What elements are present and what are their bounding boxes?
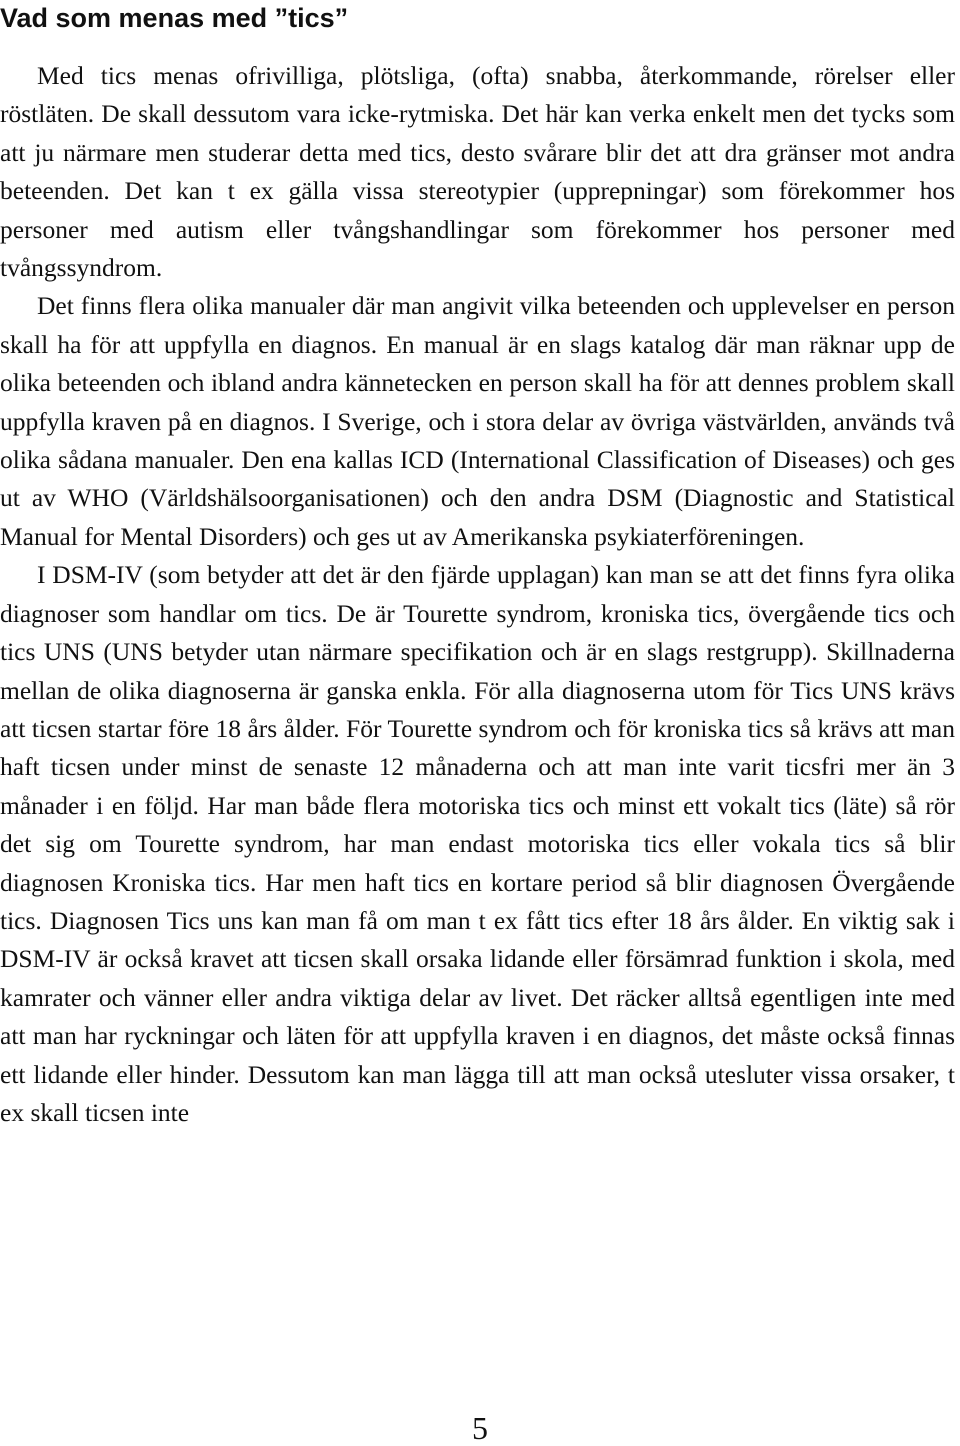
paragraph-tics-definition: Med tics menas ofrivilliga, plötsliga, (ofta) snabba, återkommande, rörelser eller röstläten. De skall dessutom vara icke-rytmiska. Det här kan verka enkelt men det tycks som att ju närmare men studerar detta med tics, desto svårare blir det att dra gränser mot andra beteenden. Det kan t ex gälla vissa stereotypier (upprepningar) som förekommer hos personer med autism eller tvångshandlingar som förekommer hos personer med tvångssyndrom. [0, 61, 955, 283]
body-text [0, 57, 955, 1132]
paragraph-dsm-iv-diagnoses: I DSM-IV (som betyder att det är den fjärde upplagan) kan man se att det finns fyra olika diagnoser som handlar om tics. De är Tourette syndrom, kroniska tics, övergående tics och tics UNS (UNS betyder utan närmare specifikation och är en slags restgrupp). Skillnaderna mellan de olika diagnoserna är ganska enkla. För alla diagnoserna utom för Tics UNS krävs att ticsen startar före 18 års ålder. För Tourette syndrom och för kroniska tics så krävs att man haft ticsen under minst de senaste 12 månaderna och att man inte varit ticsfri mer än 3 månader i en följd. Har man både flera motoriska tics och minst ett vokalt tics (läte) så rör det sig om Tourette syndrom, har man endast motoriska tics eller vokala tics så blir diagnosen Kroniska tics. Har men haft tics en kortare period så blir diagnosen Övergående tics. Diagnosen Tics uns kan man få om man t ex fått tics efter 18 års ålder. En viktig sak i DSM-IV är också kravet att ticsen skall orsaka lidande eller försämrad funktion i skola, med kamrater och vänner eller andra viktiga delar av livet. Det räcker alltså egentligen inte med att man har ryckningar och läten för att uppfylla kraven i en diagnos, det måste också finnas ett lidande eller hinder. Dessutom kan man lägga till att man också utesluter vissa orsaker, t ex skall ticsen inte [0, 560, 955, 1127]
page-number: 5 [472, 1410, 488, 1446]
paragraph-diagnostic-manuals: Det finns flera olika manualer där man angivit vilka beteenden och upplevelser en person skall ha för att uppfylla en diagnos. En manual är en slags katalog där man räknar upp de olika beteenden och ibland andra kännetecken en person skall ha för att dennes problem skall uppfylla kraven på en diagnos. I Sverige, och i stora delar av övriga västvärlden, används två olika sådana manualer. Den ena kallas ICD (International Classification of Diseases) och ges ut av WHO (Världshälsoorganisationen) och den andra DSM (Diagnostic and Statistical Manual for Mental Disorders) och ges ut av Amerikanska psykiaterföreningen. [0, 291, 955, 551]
section-heading: Vad som menas med ”tics” [0, 3, 349, 33]
